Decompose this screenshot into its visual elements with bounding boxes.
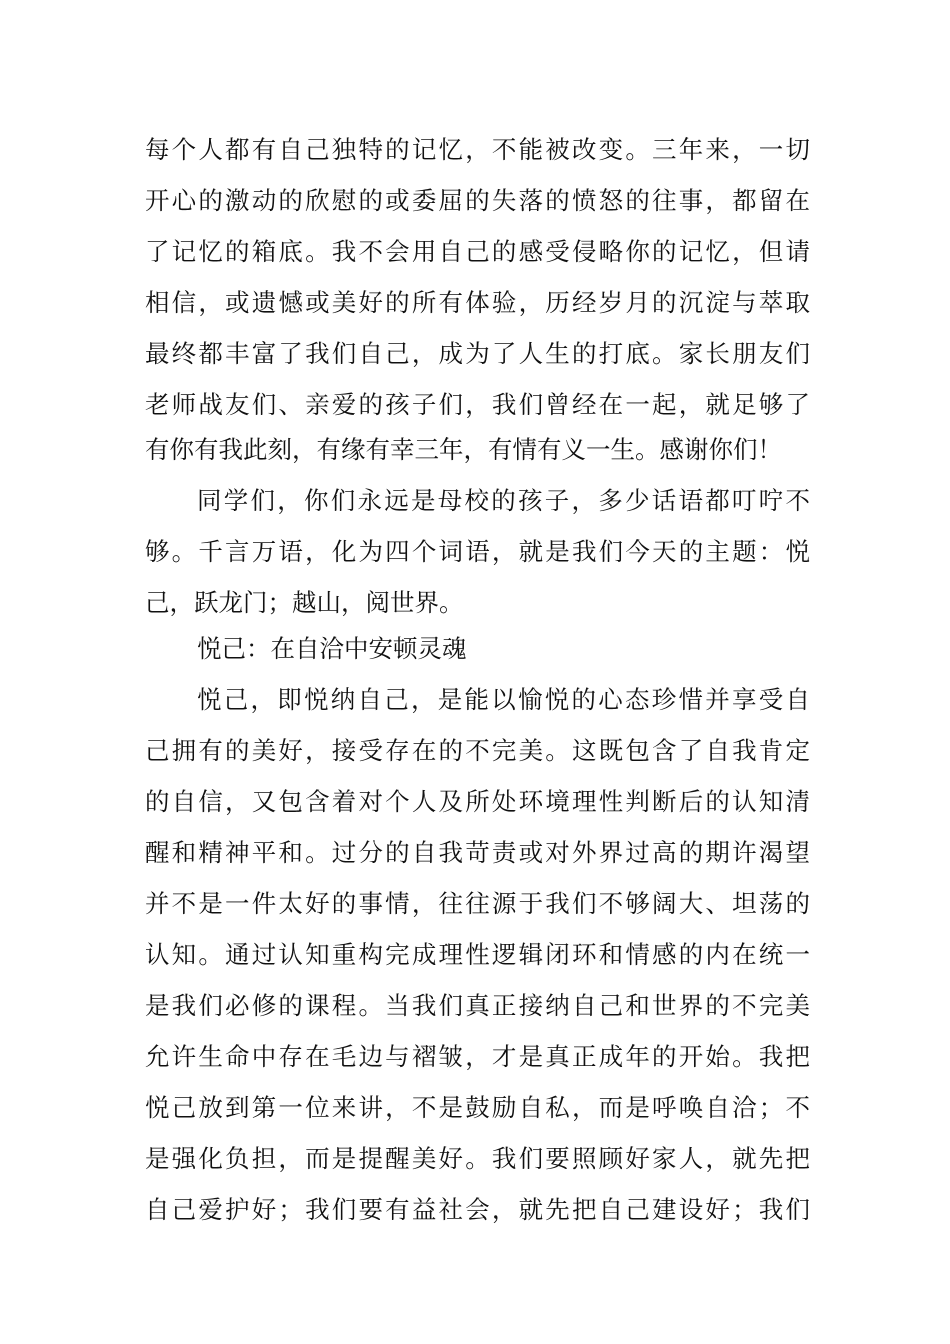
text-line: 相信，或遗憾或美好的所有体验，历经岁月的沉淀与萃取 (145, 288, 810, 317)
text-line: 有你有我此刻，有缘有幸三年，有情有义一生。感谢你们！ (145, 435, 782, 464)
text-line: 是我们必修的课程。当我们真正接纳自己和世界的不完美 (145, 991, 810, 1020)
text-line: 每个人都有自己独特的记忆，不能被改变。三年来，一切 (145, 135, 810, 164)
text-line: 是强化负担，而是提醒美好。我们要照顾好家人，就先把 (145, 1144, 810, 1173)
paragraph-start-line: 同学们，你们永远是母校的孩子，多少话语都叮咛不 (197, 486, 810, 515)
text-line: 够。千言万语，化为四个词语，就是我们今天的主题：悦 (145, 537, 810, 566)
text-line: 的自信，又包含着对个人及所处环境理性判断后的认知清 (145, 787, 810, 816)
text-line: 己拥有的美好，接受存在的不完美。这既包含了自我肯定 (145, 736, 810, 765)
section-heading: 悦己：在自洽中安顿灵魂 (197, 634, 467, 663)
text-line: 并不是一件太好的事情，往往源于我们不够阔大、坦荡的 (145, 889, 810, 918)
text-line: 醒和精神平和。过分的自我苛责或对外界过高的期许渴望 (145, 838, 810, 867)
text-line: 了记忆的箱底。我不会用自己的感受侵略你的记忆，但请 (145, 237, 810, 266)
text-line: 自己爱护好；我们要有益社会，就先把自己建设好；我们 (145, 1195, 810, 1224)
text-line: 己，跃龙门；越山，阅世界。 (145, 588, 464, 617)
text-line: 最终都丰富了我们自己，成为了人生的打底。家长朋友们 (145, 339, 810, 368)
paragraph-start-line: 悦己，即悦纳自己，是能以愉悦的心态珍惜并享受自 (197, 685, 810, 714)
text-line: 开心的激动的欣慰的或委屈的失落的愤怒的往事，都留在 (145, 186, 810, 215)
text-line: 认知。通过认知重构完成理性逻辑闭环和情感的内在统一 (145, 940, 810, 969)
text-line: 悦己放到第一位来讲，不是鼓励自私，而是呼唤自洽；不 (145, 1093, 810, 1122)
text-line: 允许生命中存在毛边与褶皱，才是真正成年的开始。我把 (145, 1042, 810, 1071)
text-line: 老师战友们、亲爱的孩子们，我们曾经在一起，就足够了 (145, 390, 810, 419)
